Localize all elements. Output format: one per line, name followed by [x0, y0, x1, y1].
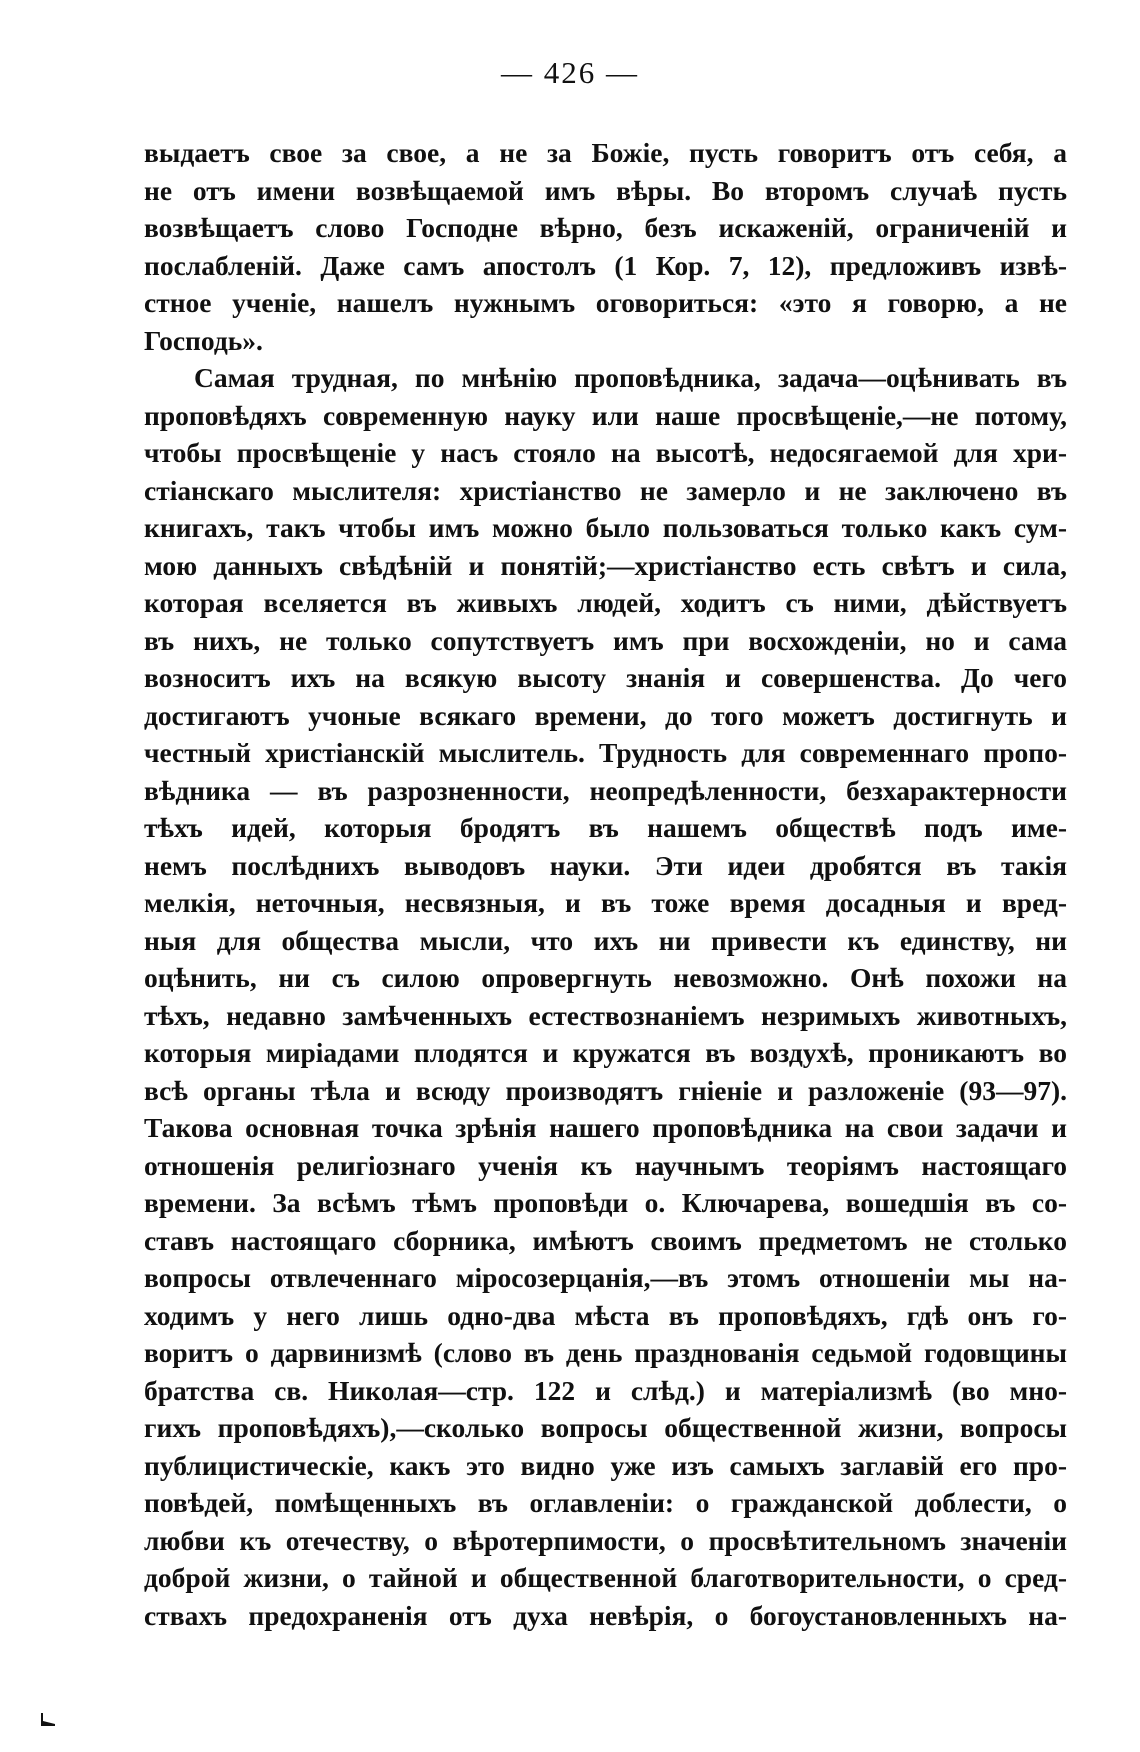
text-line: вѣдника — въ разрозненности, неопредѣленности, безхарактерности: [144, 774, 1067, 806]
text-line: тѣхъ, недавно замѣченныхъ естествознаніемъ незримыхъ животныхъ,: [144, 999, 1067, 1031]
text-line: немъ послѣднихъ выводовъ науки. Эти идеи дробятся въ такія: [144, 849, 1067, 881]
text-line: воритъ о дарвинизмѣ (слово въ день празднованія седьмой годовщины: [144, 1337, 1067, 1368]
text-line: ходимъ у него лишь одно-два мѣста въ проповѣдяхъ, гдѣ онъ го-: [144, 1299, 1067, 1331]
text-line: стное ученіе, нашелъ нужнымъ оговориться: «это я говорю, а не: [144, 287, 1067, 318]
text-line: выдаетъ свое за свое, а не за Божіе, пусть говоритъ отъ себя, а: [144, 137, 1067, 168]
text-line: Господь».: [144, 324, 263, 356]
page-number: — 426 —: [501, 55, 639, 90]
text-line: въ нихъ, не только сопутствуетъ имъ при восхожденіи, но и сама: [144, 624, 1067, 656]
text-line: повѣдей, помѣщенныхъ въ оглавленіи: о гражданской доблести, о: [144, 1487, 1067, 1518]
text-line: достигаютъ учоные всякаго времени, до того можетъ достигнуть и: [144, 699, 1067, 731]
text-line: вопросы отвлеченнаго міросозерцанія,—въ этомъ отношеніи мы на-: [144, 1262, 1067, 1293]
text-line: книгахъ, такъ чтобы имъ можно было пользоваться только какъ сум-: [144, 512, 1067, 543]
text-line: гихъ проповѣдяхъ),—сколько вопросы общественной жизни, вопросы: [144, 1412, 1067, 1443]
text-line: доброй жизни, о тайной и общественной благотворительности, о сред-: [144, 1562, 1067, 1593]
text-line: времени. За всѣмъ тѣмъ проповѣди о. Ключарева, вошедшія въ со-: [144, 1187, 1067, 1218]
text-line: любви къ отечеству, о вѣротерпимости, о просвѣтительномъ значеніи: [144, 1524, 1067, 1556]
text-line: мою данныхъ свѣдѣній и понятій;—христіанство есть свѣтъ и сила,: [144, 549, 1067, 581]
text-line: тѣхъ идей, которыя бродятъ въ нашемъ обществѣ подъ име-: [144, 812, 1067, 843]
text-line: братства св. Николая—стр. 122 и слѣд.) и матеріализмѣ (во мно-: [144, 1374, 1067, 1406]
text-line: возвѣщаетъ слово Господне вѣрно, безъ искаженій, ограниченій и: [144, 212, 1067, 243]
text-line: Самая трудная, по мнѣнію проповѣдника, задача—оцѣнивать въ: [194, 362, 1067, 393]
text-line: оцѣнить, ни съ силою опровергнуть невозможно. Онѣ похожи на: [144, 962, 1067, 993]
text-line: отношенія религіознаго ученія къ научнымъ теоріямъ настоящаго: [144, 1149, 1067, 1181]
text-line: всѣ органы тѣла и всюду производятъ гніеніе и разложеніе (93—97).: [144, 1074, 1067, 1106]
text-line: честный христіанскій мыслитель. Трудность для современнаго пропо-: [144, 737, 1067, 768]
text-line: чтобы просвѣщеніе у насъ стояло на высотѣ, недосягаемой для хри-: [144, 437, 1067, 468]
text-line: ствахъ предохраненія отъ духа невѣрія, о богоустановленныхъ на-: [144, 1599, 1067, 1631]
corner-mark-icon: [40, 1712, 56, 1726]
text-line: стіанскаго мыслителя: христіанство не замерло и не заключено въ: [144, 474, 1067, 506]
text-line: возноситъ ихъ на всякую высоту знанія и совершенства. До чего: [144, 662, 1067, 693]
body-text: [144, 134, 1067, 1634]
text-line: Такова основная точка зрѣнія нашего проповѣдника на свои задачи и: [144, 1112, 1067, 1143]
text-line: ныя для общества мысли, что ихъ ни привести къ единству, ни: [144, 924, 1067, 956]
text-line: публицистическіе, какъ это видно уже изъ самыхъ заглавій его про-: [144, 1449, 1067, 1481]
text-line: ставъ настоящаго сборника, имѣютъ своимъ предметомъ не столько: [144, 1224, 1067, 1256]
text-line: которыя миріадами плодятся и кружатся въ воздухѣ, проникаютъ во: [144, 1037, 1067, 1068]
text-line: которая вселяется въ живыхъ людей, ходитъ съ ними, дѣйствуетъ: [144, 587, 1067, 618]
text-line: мелкія, неточныя, несвязныя, и въ тоже время досадныя и вред-: [144, 887, 1067, 918]
text-line: проповѣдяхъ современную науку или наше просвѣщеніе,—не потому,: [144, 399, 1067, 431]
text-line: послабленій. Даже самъ апостолъ (1 Кор. 7, 12), предложивъ извѣ-: [144, 249, 1067, 281]
text-line: не отъ имени возвѣщаемой имъ вѣры. Во второмъ случаѣ пусть: [144, 174, 1067, 206]
